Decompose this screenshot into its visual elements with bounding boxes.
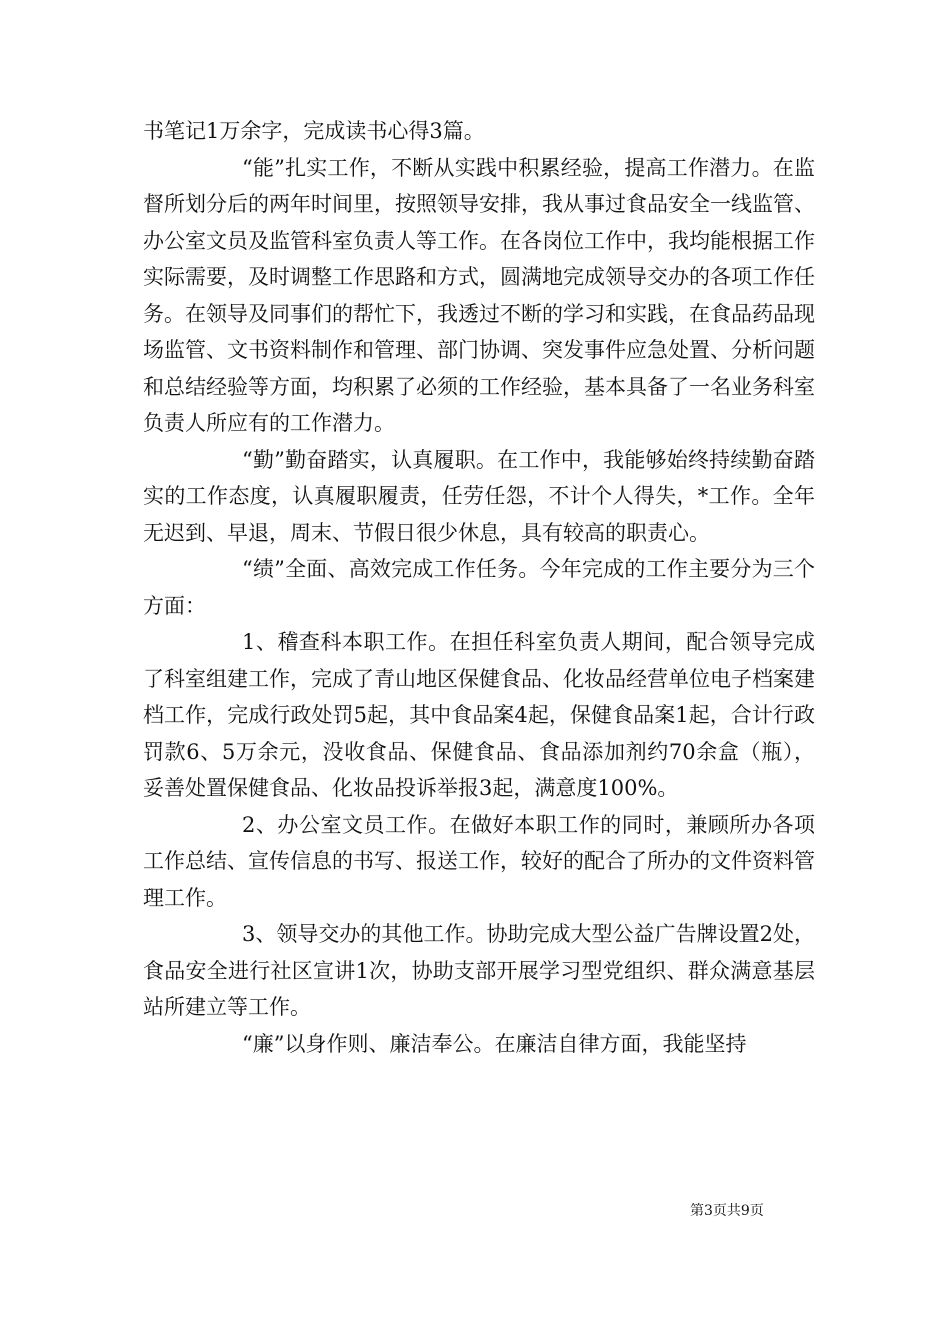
- paragraph-ji: “绩”全面、高效完成工作任务。今年完成的工作主要分为三个方面：: [143, 557, 815, 618]
- paragraph-item-3: 3、领导交办的其他工作。协助完成大型公益广告牌设置2处，食品安全进行社区宣讲1次，协助支部开展学习型党组织、群众满意基层站所建立等工作。: [143, 922, 815, 1019]
- paragraph-continuation: 书笔记1万余字，完成读书心得3篇。: [143, 119, 485, 143]
- paragraph-qin: “勤”勤奋踏实，认真履职。在工作中，我能够始终持续勤奋踏实的工作态度，认真履职履责，任劳任怨，不计个人得失，*工作。全年无迟到、早退，周末、节假日很少休息，具有较高的职责心。: [143, 447, 815, 545]
- paragraph-neng: “能”扎实工作，不断从实践中积累经验，提高工作潜力。在监督所划分后的两年时间里，按照领导安排，我从事过食品安全一线监管、办公室文员及监管科室负责人等工作。在各岗位工作中，我均能根据工作实际需要，及时调整工作思路和方式，圆满地完成领导交办的各项工作任务。在领导及同事们的帮忙下，我透过不断的学习和实践，在食品药品现场监管、文书资料制作和管理、部门协调、突发事件应急处置、分析问题和总结经验等方面，均积累了必须的工作经验，基本具备了一名业务科室负责人所应有的工作潜力。: [143, 155, 815, 435]
- paragraph-item-1: 1、稽查科本职工作。在担任科室负责人期间，配合领导完成了科室组建工作，完成了青山地区保健食品、化妆品经营单位电子档案建档工作，完成行政处罚5起，其中食品案4起，保健食品案1起，合计行政罚款6、5万余元，没收食品、保健食品、食品添加剂约70余盒（瓶），妥善处置保健食品、化妆品投诉举报3起，满意度100%。: [143, 630, 815, 800]
- paragraph-item-2: 2、办公室文员工作。在做好本职工作的同时，兼顾所办各项工作总结、宣传信息的书写、报送工作，较好的配合了所办的文件资料管理工作。: [143, 812, 815, 910]
- document-body: [143, 113, 815, 1062]
- paragraph-lian: “廉”以身作则、廉洁奉公。在廉洁自律方面，我能坚持: [242, 1031, 747, 1056]
- page-number-footer: 第3页共9页: [690, 1203, 764, 1219]
